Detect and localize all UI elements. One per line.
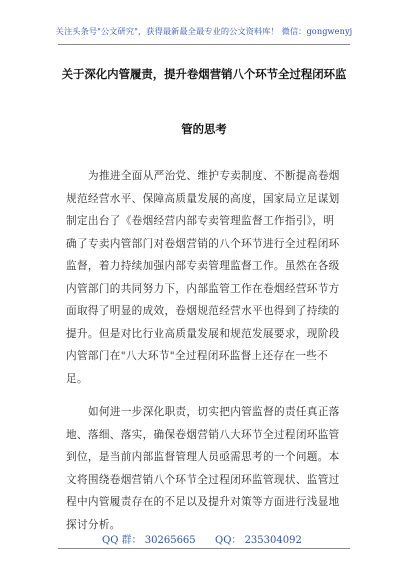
document-title-line-2: 管的思考 (181, 122, 227, 136)
paragraph-line: 规范经营水平、保障高质量发展的高度，国家局立足谋划 (66, 192, 340, 205)
header-banner: 关注头条号"公文研究"，获得最新最全最专业的公文资料库！ 微信：gongwenyj (55, 26, 353, 36)
paragraph-line: 制定出台了《卷烟经营内部专卖管理监督工作指引》，明 (66, 215, 335, 227)
paragraph-line: 面取得了明显的成效，卷烟规范经营水平也得到了持续的 (66, 305, 340, 317)
paragraph-line: 地、落细、落实，确保卷烟营销八大环节全过程闭环监管 (66, 428, 340, 441)
paragraph-line: 监督，着力持续加强内部专卖管理监督工作。虽然在各级 (66, 260, 340, 272)
paragraph-line: 到位，是当前内部监督管理人员亟需思考的一个问题。本 (66, 451, 340, 463)
document-title-line-1: 关于深化内管履责，提升卷烟营销八个环节全过程闭环监 (61, 67, 347, 81)
paragraph-2 (66, 401, 344, 536)
paragraph-line: 提升。但是对比行业高质量发展和规范发展要求，现阶段 (66, 327, 340, 340)
footer-divider (58, 548, 350, 549)
paragraph-line: 足。 (66, 372, 88, 385)
paragraph-line: 确了专卖内管部门对卷烟营销的八个环节进行全过程闭环 (66, 237, 340, 250)
qq-number: QQ： 235304092 (215, 535, 302, 546)
qq-group-number: QQ 群： 30265665 (102, 535, 196, 546)
paragraph-line: 为推进全面从严治党、维护专卖制度、不断提高卷烟 (88, 170, 340, 182)
paragraph-line: 内管部门在"八大环节"全过程闭环监督上还存在一些不 (66, 350, 329, 362)
paragraph-line: 探讨分析。 (66, 518, 121, 531)
paragraph-line: 文将围绕卷烟营销八个环节全过程闭环监管现状、监管过 (66, 473, 340, 486)
paragraph-line: 如何进一步深化职责，切实把内管监督的责任真正落 (88, 406, 340, 418)
paragraph-line: 内管部门的共同努力下，内部监管工作在卷烟经营环节方 (66, 282, 340, 295)
paragraph-1 (66, 165, 344, 390)
header-divider (58, 44, 350, 45)
paragraph-line: 程中内管履责存在的不足以及提升对策等方面进行浅显地 (66, 496, 340, 508)
